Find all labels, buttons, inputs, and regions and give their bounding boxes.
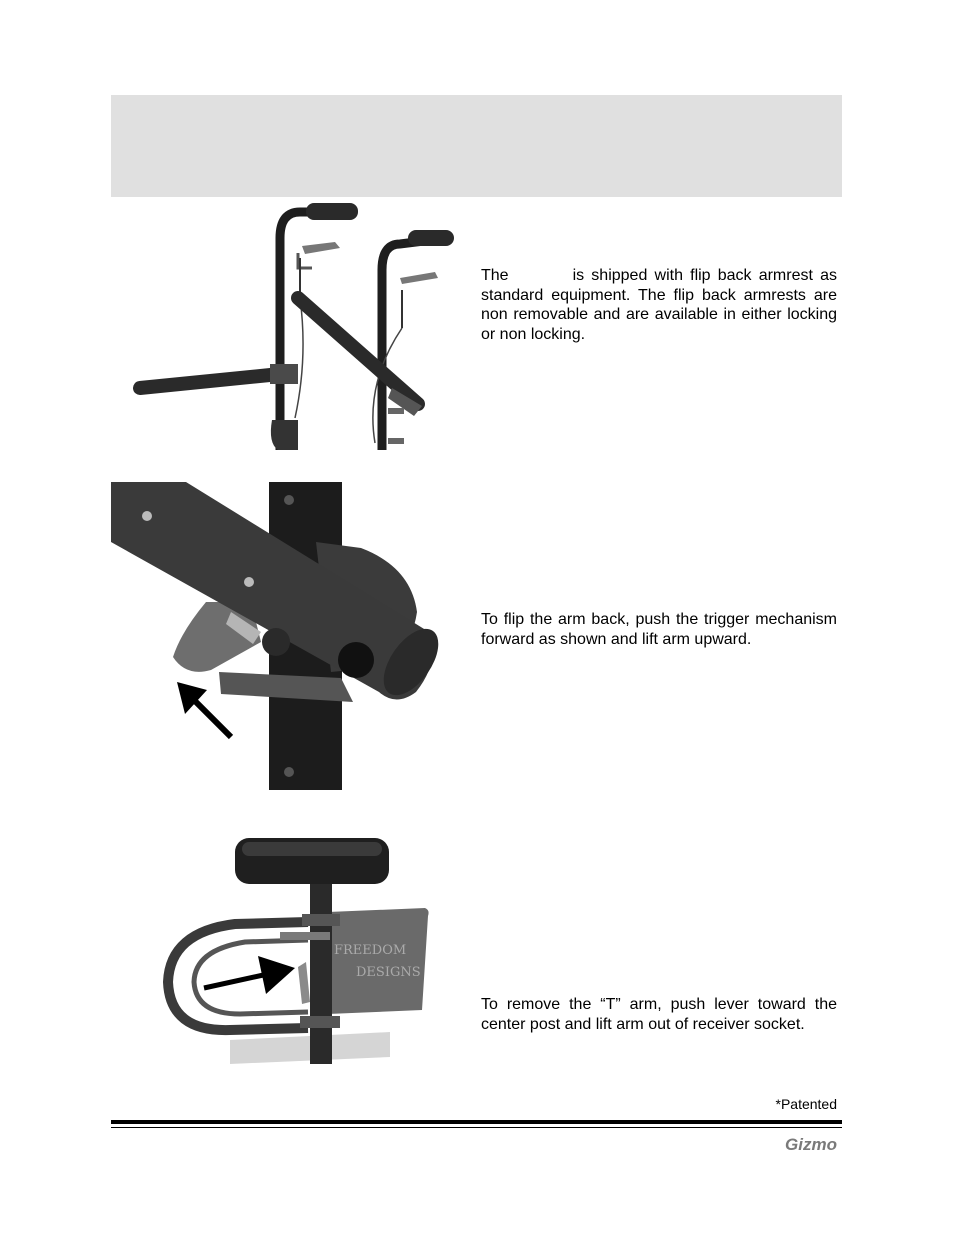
footer-brand: Gizmo	[785, 1135, 837, 1154]
flip-back-armrest-frame-icon	[130, 198, 460, 450]
t-arm-instructions: To remove the “T” arm, push lever toward the center post and lift arm out of receiver socket.	[481, 996, 837, 1033]
paragraph-rest: is shipped with flip back armrest as standard equipment. The flip back armrests are non removable and are available in either locking or non locking.	[481, 267, 837, 343]
panel-label-line1: FREEDOM	[334, 943, 407, 958]
paragraph-start: The	[481, 267, 509, 284]
footer-rule-thin	[111, 1127, 842, 1128]
patented-footnote: *Patented	[775, 1096, 837, 1112]
footer-rule-thick	[111, 1120, 842, 1124]
panel-label-line2: DESIGNS	[356, 965, 421, 980]
t-arm-receiver-icon	[160, 832, 440, 1072]
t-arm-figure	[160, 832, 440, 1072]
header-band	[111, 95, 842, 197]
trigger-mechanism-figure	[111, 482, 441, 790]
trigger-instructions: To flip the arm back, push the trigger mechanism forward as shown and lift arm upward.	[481, 611, 837, 648]
flip-back-description	[481, 266, 837, 344]
flip-back-armrest-figure	[130, 198, 460, 450]
trigger-mechanism-closeup-icon	[111, 482, 441, 790]
